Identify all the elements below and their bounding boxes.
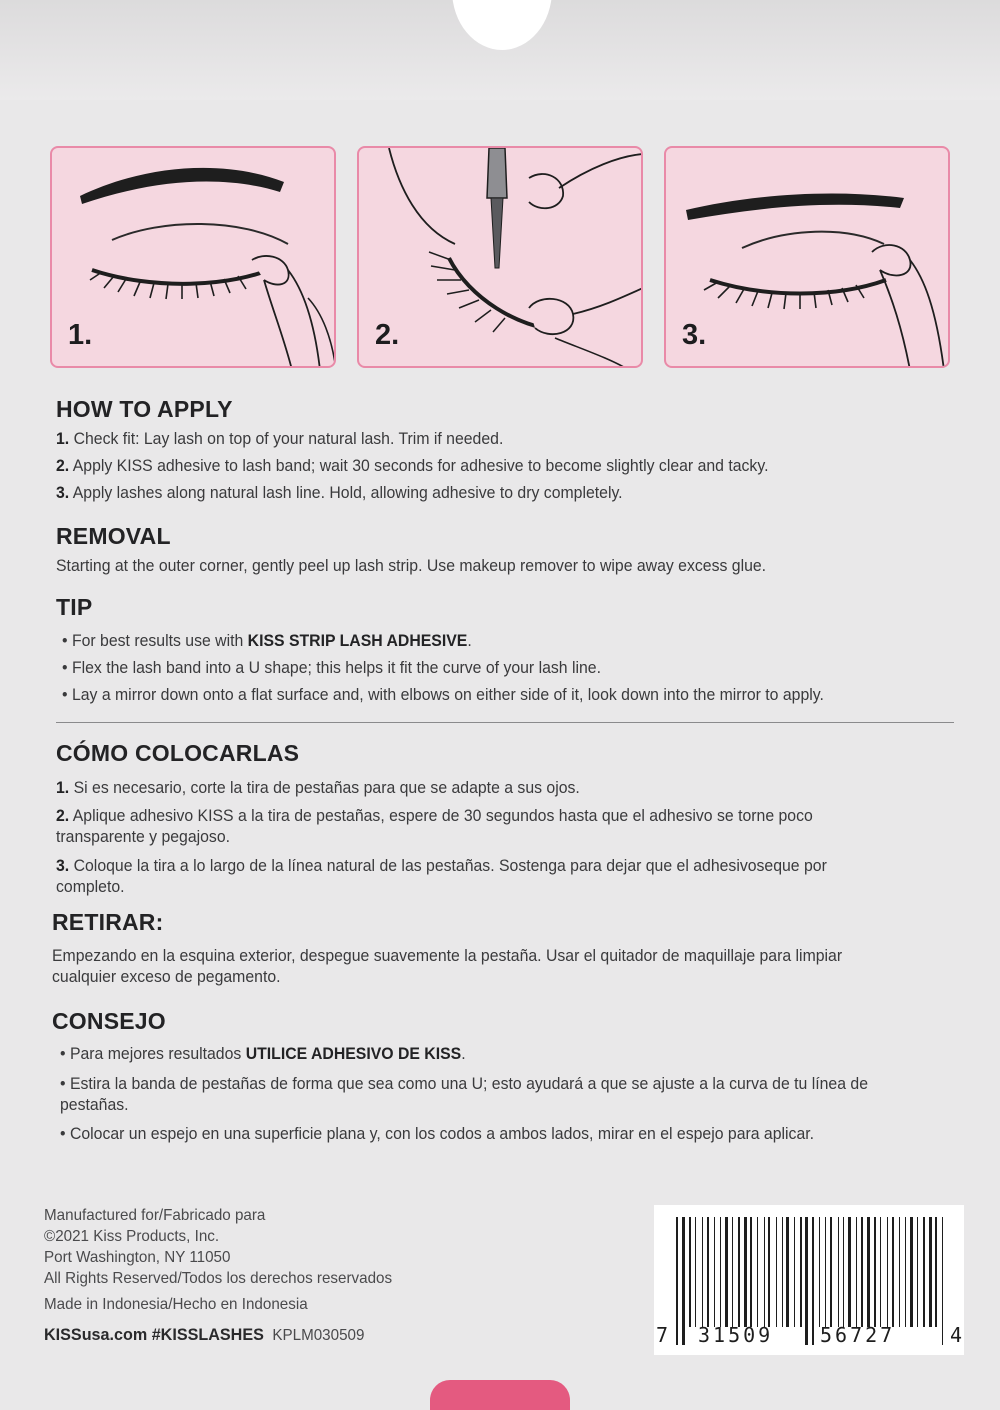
consejo-bullet-3: • Colocar un espejo en una superficie plana y, con los codos a ambos lados, mirar en el espejo para aplicar.: [60, 1124, 815, 1143]
apply-step-2: 2. Apply KISS adhesive to lash band; wait 30 seconds for adhesive to become slightly clear and tacky.: [56, 456, 769, 475]
barcode-bar: [750, 1217, 752, 1327]
barcode-bar: [707, 1217, 709, 1327]
step-2-illustration: [357, 146, 643, 368]
how-to-apply-heading: HOW TO APPLY: [56, 396, 233, 422]
step-number: 3.: [682, 319, 707, 351]
barcode-bar: [689, 1217, 691, 1327]
barcode-group-1: 31509: [698, 1323, 774, 1347]
barcode-bar: [880, 1217, 881, 1327]
section-divider: [56, 722, 954, 723]
barcode-bar: [887, 1217, 888, 1327]
retirar-heading: RETIRAR:: [52, 909, 164, 935]
footer-rights: All Rights Reserved/Todos los derechos reservados: [44, 1270, 393, 1287]
barcode-bar: [714, 1217, 715, 1327]
barcode-bar: [935, 1217, 937, 1327]
barcode-bar: [830, 1217, 832, 1327]
removal-heading: REMOVAL: [56, 523, 171, 549]
barcode-bar: [848, 1217, 851, 1327]
barcode-bar: [825, 1217, 826, 1327]
barcode-bar: [899, 1217, 900, 1327]
removal-text: Starting at the outer corner, gently peel up lash strip. Use makeup remover to wipe away excess glue.: [56, 556, 767, 575]
upc-barcode: [654, 1205, 964, 1355]
como-step-2: 2. Aplique adhesivo KISS a la tira de pestañas, espere de 30 segundos hasta que el adhesivo se torne poco transparente y pegajoso.: [56, 806, 813, 846]
apply-step-3: 3. Apply lashes along natural lash line. Hold, allowing adhesive to dry completely.: [56, 483, 623, 502]
barcode-bar: [744, 1217, 747, 1327]
consejo-bullet-1: • Para mejores resultados UTILICE ADHESIVO DE KISS.: [60, 1044, 466, 1063]
step-number: 1.: [68, 319, 93, 351]
barcode-bar: [695, 1217, 696, 1327]
footer-origin: Made in Indonesia/Hecho en Indonesia: [44, 1296, 308, 1313]
como-step-1: 1. Si es necesario, corte la tira de pestañas para que se adapte a sus ojos.: [56, 778, 580, 797]
barcode-bar: [768, 1217, 770, 1327]
barcode-digit-left: 7: [656, 1323, 669, 1347]
barcode-bar: [892, 1217, 894, 1327]
step-number: 2.: [375, 319, 400, 351]
barcode-bar: [776, 1217, 777, 1327]
barcode-bar: [732, 1217, 733, 1327]
barcode-bar: [856, 1217, 857, 1327]
step-1-illustration: [50, 146, 336, 368]
consejo-heading: CONSEJO: [52, 1008, 166, 1034]
footer-address: Port Washington, NY 11050: [44, 1249, 231, 1266]
barcode-bar: [794, 1217, 795, 1327]
step-3-illustration: [664, 146, 950, 368]
barcode-bar: [861, 1217, 863, 1327]
barcode-bar: [874, 1217, 876, 1327]
consejo-bullet-2: • Estira la banda de pestañas de forma que sea como una U; esto ayudará a que se ajuste a la curva de tu línea de pestañas.: [60, 1074, 868, 1114]
como-step-3: 3. Coloque la tira a lo largo de la línea natural de las pestañas. Sostenga para dejar que el adhesivoseque por completo.: [56, 856, 827, 896]
barcode-bar: [764, 1217, 765, 1327]
tip-heading: TIP: [56, 594, 93, 620]
barcode-bar: [738, 1217, 740, 1327]
barcode-bar: [812, 1217, 814, 1345]
barcode-bar: [843, 1217, 844, 1327]
apply-step-1: 1. Check fit: Lay lash on top of your natural lash. Trim if needed.: [56, 429, 504, 448]
barcode-bar: [725, 1217, 728, 1327]
barcode-bar: [819, 1217, 820, 1327]
barcode-bar: [702, 1217, 703, 1327]
como-colocarlas-heading: CÓMO COLOCARLAS: [56, 740, 300, 766]
barcode-bar: [867, 1217, 870, 1327]
product-code: KPLM030509: [272, 1327, 365, 1344]
barcode-bar: [838, 1217, 839, 1327]
barcode-bar: [805, 1217, 808, 1345]
barcode-bar: [786, 1217, 789, 1327]
barcode-bar: [720, 1217, 721, 1327]
footer-site-line: [44, 1325, 364, 1345]
barcode-bar: [757, 1217, 758, 1327]
barcode-bar: [800, 1217, 802, 1327]
barcode-bar: [917, 1217, 918, 1327]
brand-logo-edge: [430, 1380, 570, 1410]
barcode-group-2: 56727: [820, 1323, 896, 1347]
barcode-bar: [905, 1217, 906, 1327]
footer-manufactured: Manufactured for/Fabricado para: [44, 1207, 266, 1224]
tip-bullet-3: • Lay a mirror down onto a flat surface and, with elbows on either side of it, look down into the mirror to apply.: [62, 685, 824, 704]
barcode-bar: [929, 1217, 932, 1327]
barcode-bar: [910, 1217, 913, 1327]
barcode-bar: [676, 1217, 678, 1345]
barcode-bar: [923, 1217, 925, 1327]
site-hashtag: KISSusa.com #KISSLASHES: [44, 1325, 264, 1344]
barcode-digit-right: 4: [950, 1323, 963, 1347]
barcode-bar: [682, 1217, 685, 1345]
barcode-bar: [782, 1217, 783, 1327]
glue-applicator-icon: [359, 148, 643, 368]
footer-copyright: ©2021 Kiss Products, Inc.: [44, 1228, 220, 1245]
closed-eye-lash-icon: [52, 148, 336, 368]
applied-lash-icon: [666, 148, 950, 368]
barcode-bar: [942, 1217, 943, 1345]
retirar-text: Empezando en la esquina exterior, despegue suavemente la pestaña. Usar el quitador de maquillaje para limpiar cualquier exceso de pegamento.: [52, 946, 843, 986]
tip-bullet-2: • Flex the lash band into a U shape; this helps it fit the curve of your lash line.: [62, 658, 601, 677]
tip-bullet-1: • For best results use with KISS STRIP LASH ADHESIVE.: [62, 631, 472, 650]
